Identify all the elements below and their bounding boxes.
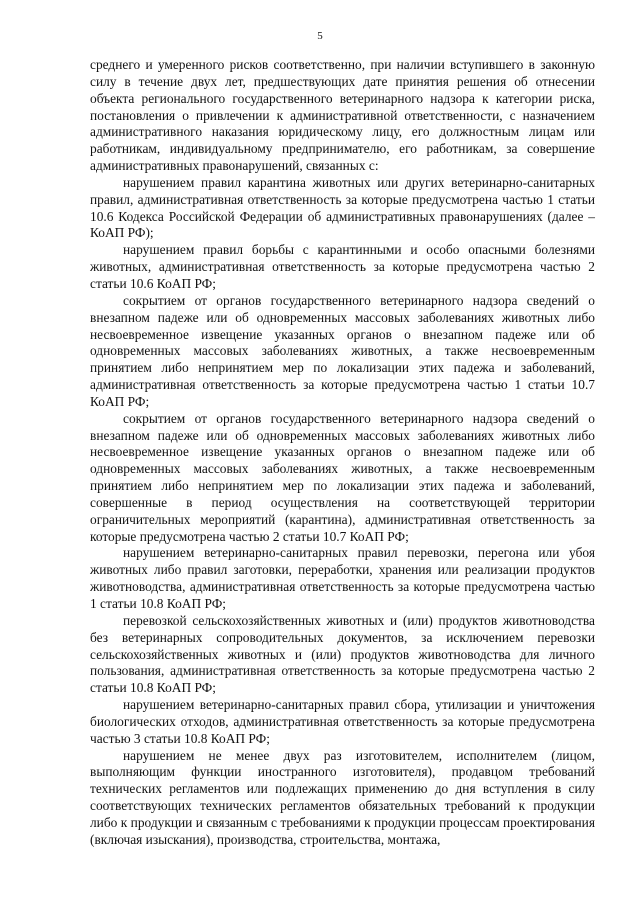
- paragraph-disease-control-violation: нарушением правил борьбы с карантинными и особо опасными болезнями животных, административная ответственность за которые предусмотрена частью 2 статьи 10.6 КоАП РФ;: [90, 242, 595, 291]
- paragraph-concealment-part1: сокрытием от органов государственного ветеринарного надзора сведений о внезапном падеже или об одновременных массовых заболеваниях животных либо несвоевременное извещение указанных органов о внезапном падеже или об одновременных массовых заболеваниях животных, а также несвоевременным принятием либо непринятием мер по локализации этих падежа и заболеваний, административная ответственность за которые предусмотрена частью 1 статьи 10.7 КоАП РФ;: [90, 292, 595, 409]
- document-body: [90, 57, 595, 849]
- page-number: 5: [317, 30, 323, 42]
- paragraph-transport-without-documents: перевозкой сельскохозяйственных животных и (или) продуктов животноводства без ветеринарных сопроводительных документов, за исключением перевозки сельскохозяйственных животных и (или) продуктов животноводства для личного пользования, административная ответственность за которые предусмотрена частью 2 статьи 10.8 КоАП РФ;: [90, 612, 595, 696]
- paragraph-quarantine-violation: нарушением правил карантина животных или других ветеринарно-санитарных правил, административная ответственность за которые предусмотрена частью 1 статьи 10.6 Кодекса Российской Федерации об административных правонарушениях (далее – КоАП РФ);: [90, 174, 595, 241]
- paragraph-risk-categories: среднего и умеренного рисков соответственно, при наличии вступившего в законную силу в течение двух лет, предшествующих дате принятия решения об отнесении объекта регионального государственного ветеринарного надзора к категории риска, постановления о привлечении к административной ответственности, с назначением административного наказания юридическому лицу, его должностным лицам или работникам, индивидуальному предпринимателю, его работникам, за совершение административных правонарушений, связанных с:: [90, 57, 595, 174]
- paragraph-biowaste-violation: нарушением ветеринарно-санитарных правил сбора, утилизации и уничтожения биологических отходов, административная ответственность за которые предусмотрена частью 3 статьи 10.8 КоАП РФ;: [90, 697, 595, 746]
- paragraph-concealment-part2: сокрытием от органов государственного ветеринарного надзора сведений о внезапном падеже или об одновременных массовых заболеваниях животных либо несвоевременное извещение указанных органов о внезапном падеже или об одновременных массовых заболеваниях животных, а также несвоевременным принятием либо непринятием мер по локализации этих падежа и заболеваний, совершенные в период осуществления на соответствующей территории ограничительных мероприятий (карантина), административная ответственность за которые предусмотрена частью 2 статьи 10.7 КоАП РФ;: [90, 410, 595, 544]
- paragraph-transport-slaughter-violation: нарушением ветеринарно-санитарных правил перевозки, перегона или убоя животных либо правил заготовки, переработки, хранения или реализации продуктов животноводства, административная ответственность за которые предусмотрена частью 1 статьи 10.8 КоАП РФ;: [90, 545, 595, 611]
- paragraph-technical-regulations-violation: нарушением не менее двух раз изготовителем, исполнителем (лицом, выполняющим функции иностранного изготовителя), продавцом требований технических регламентов или подлежащих применению до дня вступления в силу соответствующих технических регламентов обязательных требований к продукции либо к продукции и связанным с требованиями к продукции процессам проектирования (включая изыскания), производства, строительства, монтажа,: [90, 747, 595, 847]
